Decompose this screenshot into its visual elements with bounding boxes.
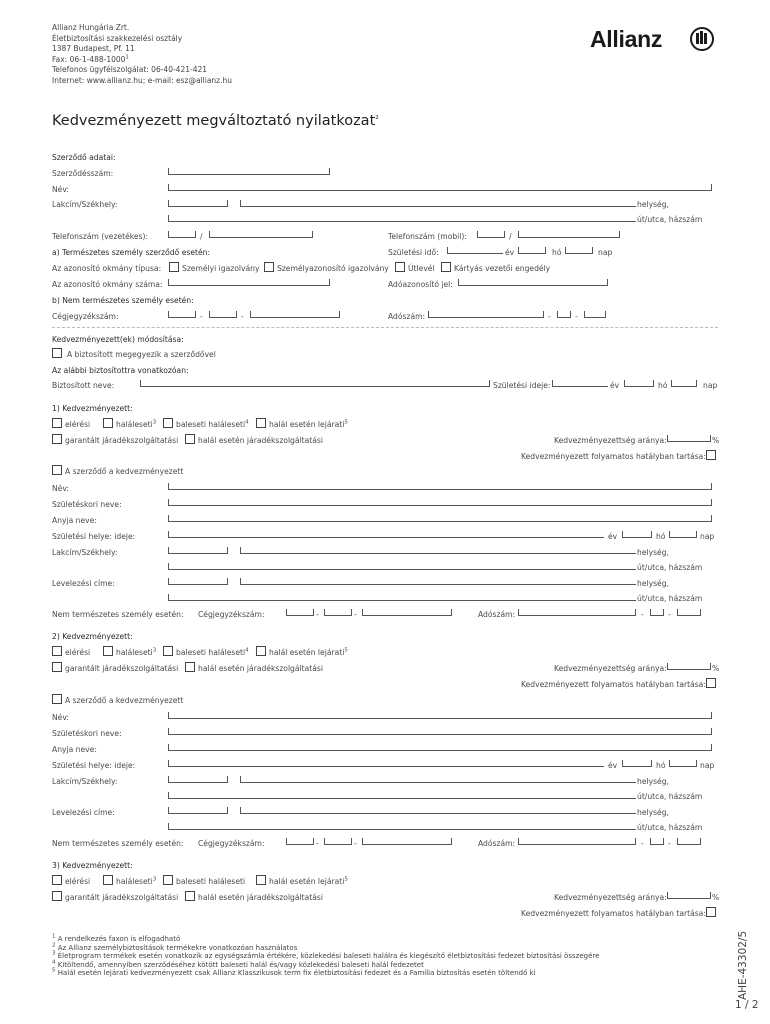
- month-label: hó: [658, 381, 668, 390]
- benefit-type-label: garantált járadékszolgáltatási: [65, 893, 179, 902]
- allianz-logo-text: Allianz: [590, 26, 663, 52]
- footnote: $^2$ Az Allianz személybiztosítások termékekre vonatkozóan használatos: [52, 942, 298, 952]
- street-label: út/utca, házszám: [637, 215, 703, 224]
- tax-no-field-1[interactable]: [428, 311, 544, 318]
- city-field[interactable]: [240, 547, 636, 554]
- day-label: nap: [700, 532, 715, 541]
- birth-name-label: Születéskori neve:: [52, 500, 122, 509]
- id-type-label: Az azonosító okmány típusa:: [52, 264, 162, 273]
- birth-place-label: Születési helye: ideje:: [52, 532, 136, 541]
- city-field[interactable]: [240, 200, 636, 207]
- tax-no-label: Adószám:: [388, 312, 426, 321]
- tax-no-field-1[interactable]: [518, 609, 636, 616]
- id-option-label: Kártyás vezetői engedély: [454, 264, 551, 273]
- street-label: út/utca, házszám: [637, 563, 703, 572]
- insured-birth-year-field[interactable]: [552, 380, 608, 387]
- zip-field[interactable]: [168, 776, 228, 783]
- tax-no-field-3[interactable]: [677, 838, 701, 845]
- contractor-is-beneficiary-checkbox[interactable]: [52, 694, 62, 704]
- beneficiary-name-field[interactable]: [168, 483, 712, 490]
- insured-birth-day-field[interactable]: [671, 380, 697, 387]
- tax-no-field-1[interactable]: [518, 838, 636, 845]
- mailing-street-field[interactable]: [168, 823, 636, 830]
- company-reg-field-1[interactable]: [168, 311, 196, 318]
- year-label: év: [608, 761, 618, 770]
- mother-name-label: Anyja neve:: [52, 745, 97, 754]
- header-line: 1387 Budapest, Pf. 11: [52, 44, 135, 54]
- benefit-type-checkbox[interactable]: [52, 434, 62, 444]
- street-label: út/utca, házszám: [637, 792, 703, 801]
- legal-person-heading: b) Nem természetes személy esetén:: [52, 296, 194, 305]
- contract-number-label: Szerződésszám:: [52, 169, 114, 178]
- benefit-type-checkbox[interactable]: [52, 646, 62, 656]
- following-insured-label: Az alábbi biztosítottra vonatkozóan:: [52, 366, 189, 375]
- company-address: [52, 23, 232, 87]
- id-type-checkbox[interactable]: [395, 262, 405, 272]
- beneficiary-2-heading: 2) Kedvezményezett:: [52, 632, 133, 641]
- header-line: Allianz Hungária Zrt.: [52, 23, 130, 32]
- birth-name-field[interactable]: [168, 499, 712, 506]
- phone-mobile-label: Telefonszám (mobil):: [388, 232, 467, 241]
- tax-no-field-3[interactable]: [677, 609, 701, 616]
- modification-heading: Kedvezményezett(ek) módosítása:: [52, 335, 184, 344]
- benefit-type-checkbox[interactable]: [163, 875, 173, 885]
- benefit-type-label: elérési: [65, 648, 91, 657]
- dash-sep: -: [548, 312, 551, 321]
- birth-day-field[interactable]: [669, 531, 697, 538]
- company-reg-field-3[interactable]: [362, 609, 452, 616]
- mother-name-field[interactable]: [168, 515, 712, 522]
- year-label: év: [608, 532, 618, 541]
- dash-sep: -: [241, 312, 244, 321]
- birth-place-field[interactable]: [168, 760, 604, 767]
- street-label: út/utca, házszám: [637, 594, 703, 603]
- benefit-type-label: baleseti haláleseti$^4$: [176, 647, 249, 657]
- mailing-city-field[interactable]: [240, 578, 636, 585]
- mother-name-label: Anyja neve:: [52, 516, 97, 525]
- duration-checkbox[interactable]: [706, 678, 716, 688]
- birth-year-field[interactable]: [447, 247, 503, 254]
- contractor-is-beneficiary-checkbox[interactable]: [52, 465, 62, 475]
- insured-name-label: Biztosított neve:: [52, 381, 115, 390]
- benefit-type-label: elérési: [65, 877, 91, 886]
- mailing-city-field[interactable]: [240, 807, 636, 814]
- name-label: Név:: [52, 185, 69, 194]
- header-line: Internet: www.allianz.hu; e-mail: esz@allianz.hu: [52, 75, 233, 85]
- year-label: év: [610, 381, 620, 390]
- dash-sep: -: [668, 610, 671, 619]
- birth-day-field[interactable]: [669, 760, 697, 767]
- city-label: helység,: [637, 200, 669, 209]
- id-option-label: Útlevél: [408, 264, 435, 273]
- benefit-type-checkbox[interactable]: [52, 662, 62, 672]
- share-field[interactable]: [667, 435, 711, 442]
- tax-id-field[interactable]: [458, 279, 608, 286]
- benefit-type-checkbox[interactable]: [185, 662, 195, 672]
- beneficiary-name-field[interactable]: [168, 712, 712, 719]
- address-label: Lakcím/Székhely:: [52, 200, 118, 209]
- benefit-type-label: baleseti haláleseti$^4$: [176, 419, 249, 429]
- percent-sign: %: [712, 436, 720, 445]
- name-label: Név:: [52, 484, 69, 493]
- phone-home-label: Telefonszám (vezetékes):: [52, 232, 149, 241]
- contractor-heading: Szerződő adatai:: [52, 153, 116, 162]
- same-as-contractor-checkbox[interactable]: [52, 348, 62, 358]
- contractor-is-beneficiary-label: A szerződő a kedvezményezett: [65, 696, 184, 705]
- birth-name-field[interactable]: [168, 728, 712, 735]
- duration-label: Kedvezményezett folyamatos hatályban tartása:: [521, 909, 706, 918]
- benefit-type-checkbox[interactable]: [185, 891, 195, 901]
- company-reg-label: Cégjegyzékszám:: [198, 610, 265, 619]
- benefit-type-label: halál esetén lejárati$^5$: [269, 647, 348, 657]
- tax-no-field-2[interactable]: [650, 838, 664, 845]
- footnote: $^3$ Életprogram termékek esetén vonatkozik az egységszámla értékére, közlekedési baleseti halálra és kiegészítő életbiztosítási fedezet biztosítási összegére: [52, 950, 600, 961]
- benefit-type-label: halál esetén lejárati$^5$: [269, 876, 348, 886]
- same-as-contractor-label: A biztosított megegyezik a szerződővel: [67, 350, 216, 359]
- benefit-type-label: baleseti haláleseti: [176, 877, 246, 886]
- dash-sep: -: [200, 312, 203, 321]
- benefit-type-checkbox[interactable]: [52, 875, 62, 885]
- zip-field[interactable]: [168, 547, 228, 554]
- mailing-zip-field[interactable]: [168, 578, 228, 585]
- mother-name-field[interactable]: [168, 744, 712, 751]
- address-label: Lakcím/Székhely:: [52, 777, 118, 786]
- allianz-eagle-icon: [690, 27, 714, 51]
- benefit-type-checkbox[interactable]: [103, 418, 113, 428]
- benefit-type-checkbox[interactable]: [256, 875, 266, 885]
- benefit-type-checkbox[interactable]: [103, 646, 113, 656]
- city-label: helység,: [637, 579, 669, 588]
- duration-checkbox[interactable]: [706, 907, 716, 917]
- mailing-zip-field[interactable]: [168, 807, 228, 814]
- share-label: Kedvezményezettség aránya:: [554, 893, 667, 902]
- birth-day-field[interactable]: [565, 247, 593, 254]
- benefit-type-checkbox[interactable]: [103, 875, 113, 885]
- street-label: út/utca, házszám: [637, 823, 703, 832]
- month-label: hó: [552, 248, 562, 257]
- share-label: Kedvezményezettség aránya:: [554, 436, 667, 445]
- dash-sep: -: [316, 610, 319, 619]
- benefit-type-label: halál esetén járadékszolgáltatási: [198, 893, 323, 902]
- tax-no-label: Adószám:: [478, 839, 516, 848]
- beneficiary-1-heading: 1) Kedvezményezett:: [52, 404, 133, 413]
- benefit-type-label: garantált járadékszolgáltatási: [65, 664, 179, 673]
- mailing-street-field[interactable]: [168, 594, 636, 601]
- birth-name-label: Születéskori neve:: [52, 729, 122, 738]
- insured-birth-label: Születési ideje:: [493, 381, 551, 390]
- benefit-type-label: halál esetén járadékszolgáltatási: [198, 664, 323, 673]
- birth-month-field[interactable]: [518, 247, 546, 254]
- day-label: nap: [700, 761, 715, 770]
- tax-id-label: Adóazonosító jel:: [388, 280, 453, 289]
- day-label: nap: [598, 248, 613, 257]
- benefit-type-label: haláleseti$^3$: [116, 876, 157, 886]
- street-field[interactable]: [168, 792, 636, 799]
- street-field[interactable]: [168, 215, 636, 222]
- duration-label: Kedvezményezett folyamatos hatályban tartása:: [521, 452, 706, 461]
- insured-name-field[interactable]: [140, 380, 490, 387]
- benefit-type-label: halál esetén lejárati$^5$: [269, 419, 348, 429]
- street-field[interactable]: [168, 563, 636, 570]
- footnote: $^4$ Kitöltendő, amennyiben szerződéséhez kötött baleseti halál és/vagy közlekedési baleseti halál fedezetet: [52, 959, 424, 969]
- header-line: Életbiztosítási szakkezelési osztály: [52, 33, 183, 43]
- company-reg-field-3[interactable]: [362, 838, 452, 845]
- city-label: helység,: [637, 548, 669, 557]
- birth-date-label: Születési idő:: [388, 248, 439, 257]
- benefit-type-label: haláleseti$^3$: [116, 647, 157, 657]
- dash-sep: -: [316, 839, 319, 848]
- benefit-type-label: elérési: [65, 420, 91, 429]
- id-option-label: Személyazonosító igazolvány: [277, 264, 389, 273]
- city-label: helység,: [637, 777, 669, 786]
- duration-checkbox[interactable]: [706, 450, 716, 460]
- benefit-type-checkbox[interactable]: [185, 434, 195, 444]
- benefit-type-checkbox[interactable]: [52, 891, 62, 901]
- dash-sep: -: [641, 610, 644, 619]
- dash-sep: -: [354, 610, 357, 619]
- beneficiary-3-heading: 3) Kedvezményezett:: [52, 861, 133, 870]
- footnote: $^5$ Halál esetén lejárati kedvezményezett csak Allianz Klasszikusok term fix életbiztosítási fedezet és a Família biztosítás esetén töltendő ki: [52, 968, 536, 978]
- city-label: helység,: [637, 808, 669, 817]
- header-line: Telefonos ügyfélszolgálat: 06-40-421-421: [52, 65, 208, 75]
- company-reg-label: Cégjegyzékszám:: [198, 839, 265, 848]
- legal-label: Nem természetes személy esetén:: [52, 610, 184, 619]
- birth-place-label: Születési helye: ideje:: [52, 761, 136, 770]
- share-label: Kedvezményezettség aránya:: [554, 664, 667, 673]
- id-type-checkbox[interactable]: [169, 262, 179, 272]
- dash-sep: -: [354, 839, 357, 848]
- natural-person-heading: a) Természetes személy szerződő esetén:: [52, 248, 211, 257]
- phone-mobile-number-field[interactable]: [518, 231, 620, 238]
- tax-no-field-3[interactable]: [584, 311, 606, 318]
- year-label: év: [505, 248, 515, 257]
- slash: /: [509, 232, 512, 241]
- footnote: $^1$ A rendelkezés faxon is elfogadható: [52, 933, 181, 943]
- phone-home-number-field[interactable]: [209, 231, 313, 238]
- tax-no-field-2[interactable]: [650, 609, 664, 616]
- company-reg-label: Cégjegyzékszám:: [52, 312, 119, 321]
- benefit-type-label: halál esetén járadékszolgáltatási: [198, 436, 323, 445]
- id-type-checkbox[interactable]: [441, 262, 451, 272]
- legal-label: Nem természetes személy esetén:: [52, 839, 184, 848]
- share-field[interactable]: [667, 892, 711, 899]
- month-label: hó: [656, 761, 666, 770]
- id-number-label: Az azonosító okmány száma:: [52, 280, 163, 289]
- dash-sep: -: [575, 312, 578, 321]
- company-reg-field-2[interactable]: [324, 609, 352, 616]
- id-option-label: Személyi igazolvány: [182, 264, 260, 273]
- slash: /: [200, 232, 203, 241]
- tax-no-field-2[interactable]: [557, 311, 571, 318]
- company-reg-field-3[interactable]: [250, 311, 340, 318]
- name-label: Név:: [52, 713, 69, 722]
- benefit-type-checkbox[interactable]: [52, 418, 62, 428]
- zip-field[interactable]: [168, 200, 228, 207]
- benefit-type-checkbox[interactable]: [163, 418, 173, 428]
- city-field[interactable]: [240, 776, 636, 783]
- address-label: Lakcím/Székhely:: [52, 548, 118, 557]
- company-reg-field-2[interactable]: [209, 311, 237, 318]
- company-reg-field-1[interactable]: [286, 838, 314, 845]
- dash-sep: -: [668, 839, 671, 848]
- benefit-type-checkbox[interactable]: [256, 418, 266, 428]
- contract-number-field[interactable]: [168, 168, 330, 175]
- id-number-field[interactable]: [168, 279, 330, 286]
- phone-home-area-field[interactable]: [168, 231, 196, 238]
- benefit-type-checkbox[interactable]: [163, 646, 173, 656]
- contractor-is-beneficiary-label: A szerződő a kedvezményezett: [65, 467, 184, 476]
- header-line: Fax: 06-1-488-1000$^1$: [52, 54, 129, 64]
- insured-birth-month-field[interactable]: [624, 380, 654, 387]
- birth-place-field[interactable]: [168, 531, 604, 538]
- section-divider: [52, 327, 718, 328]
- birth-month-field[interactable]: [622, 760, 652, 767]
- page-title: Kedvezményezett megváltoztató nyilatkozat$^2$: [52, 113, 379, 129]
- birth-month-field[interactable]: [622, 531, 652, 538]
- company-reg-field-1[interactable]: [286, 609, 314, 616]
- share-field[interactable]: [667, 663, 711, 670]
- day-label: nap: [703, 381, 718, 390]
- tax-no-label: Adószám:: [478, 610, 516, 619]
- benefit-type-checkbox[interactable]: [256, 646, 266, 656]
- percent-sign: %: [712, 893, 720, 902]
- id-type-checkbox[interactable]: [264, 262, 274, 272]
- contractor-name-field[interactable]: [168, 184, 712, 191]
- company-reg-field-2[interactable]: [324, 838, 352, 845]
- page-number: 1 / 2: [735, 999, 759, 1011]
- mailing-label: Levelezési címe:: [52, 808, 115, 817]
- month-label: hó: [656, 532, 666, 541]
- form-code: AHE-43302/5: [737, 930, 749, 1000]
- phone-mobile-area-field[interactable]: [477, 231, 505, 238]
- benefit-type-label: garantált járadékszolgáltatási: [65, 436, 179, 445]
- benefit-type-label: haláleseti$^3$: [116, 419, 157, 429]
- duration-label: Kedvezményezett folyamatos hatályban tartása:: [521, 680, 706, 689]
- mailing-label: Levelezési címe:: [52, 579, 115, 588]
- footnotes: [52, 935, 599, 978]
- dash-sep: -: [641, 839, 644, 848]
- percent-sign: %: [712, 664, 720, 673]
